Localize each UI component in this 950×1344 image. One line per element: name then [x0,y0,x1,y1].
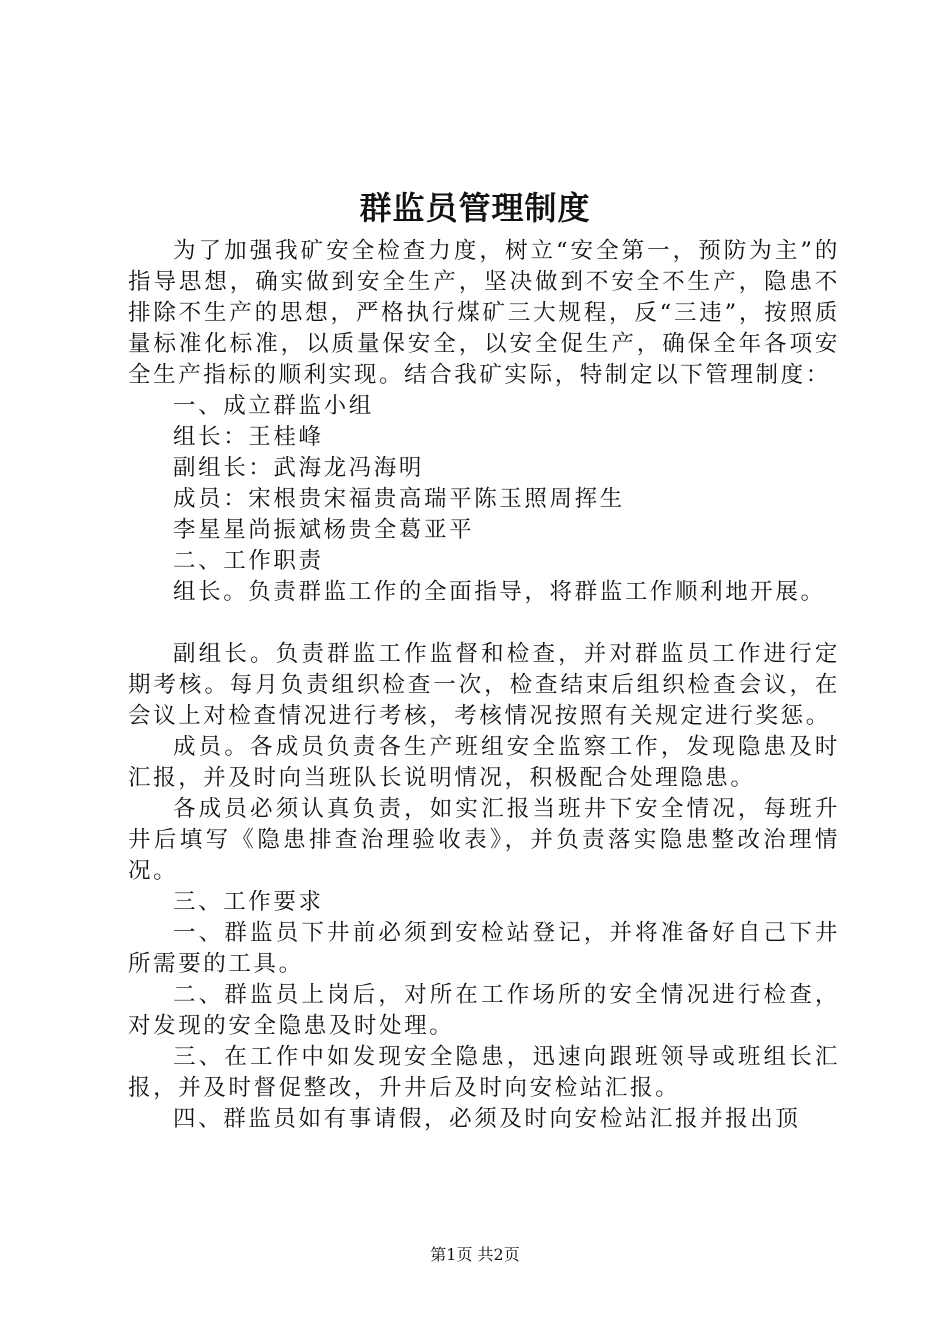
section-heading: 二、工作职责 [173,548,324,574]
member-line: 组长：王桂峰 [173,424,324,450]
member-line: 成员：宋根贵宋福贵高瑞平陈玉照周挥生 [173,486,625,512]
document-body [128,236,840,1135]
requirement-paragraph: 一、群监员下井前必须到安检站登记，并将准备好自己下井所需要的工具。 [128,920,840,977]
blank-line [128,608,840,639]
document-title: 群监员管理制度 [359,189,591,227]
requirement-paragraph: 四、群监员如有事请假，必须及时向安检站汇报并报出顶 [173,1106,801,1132]
requirement-paragraph: 三、在工作中如发现安全隐患，迅速向跟班领导或班组长汇报，并及时督促整改，升井后及时向安检站汇报。 [128,1044,840,1101]
section-heading: 一、成立群监小组 [173,393,374,419]
intro-paragraph: 为了加强我矿安全检查力度，树立“安全第一，预防为主”的指导思想，确实做到安全生产，坚决做到不安全不生产，隐患不排除不生产的思想，严格执行煤矿三大规程，反“三违”，按照质量标准化标准，以质量保安全，以安全促生产，确保全年各项安全生产指标的顺利实现。结合我矿实际，特制定以下管理制度： [128,238,840,388]
section-heading: 三、工作要求 [173,889,324,915]
duty-paragraph: 成员。各成员负责各生产班组安全监察工作，发现隐患及时汇报，并及时向当班队长说明情况，积极配合处理隐患。 [128,734,840,791]
duty-paragraph: 各成员必须认真负责，如实汇报当班井下安全情况，每班升井后填写《隐患排查治理验收表》，并负责落实隐患整改治理情况。 [128,796,840,884]
member-line: 副组长：武海龙冯海明 [173,455,425,481]
member-line: 李星星尚振斌杨贵全葛亚平 [173,517,475,543]
duty-paragraph: 组长。负责群监工作的全面指导，将群监工作顺利地开展。 [173,579,826,605]
page-footer: 第1页 共2页 [430,1245,520,1264]
requirement-paragraph: 二、群监员上岗后，对所在工作场所的安全情况进行检查，对发现的安全隐患及时处理。 [128,982,840,1039]
duty-paragraph: 副组长。负责群监工作监督和检查，并对群监员工作进行定期考核。每月负责组织检查一次，检查结束后组织检查会议，在会议上对检查情况进行考核，考核情况按照有关规定进行奖惩。 [128,641,840,729]
